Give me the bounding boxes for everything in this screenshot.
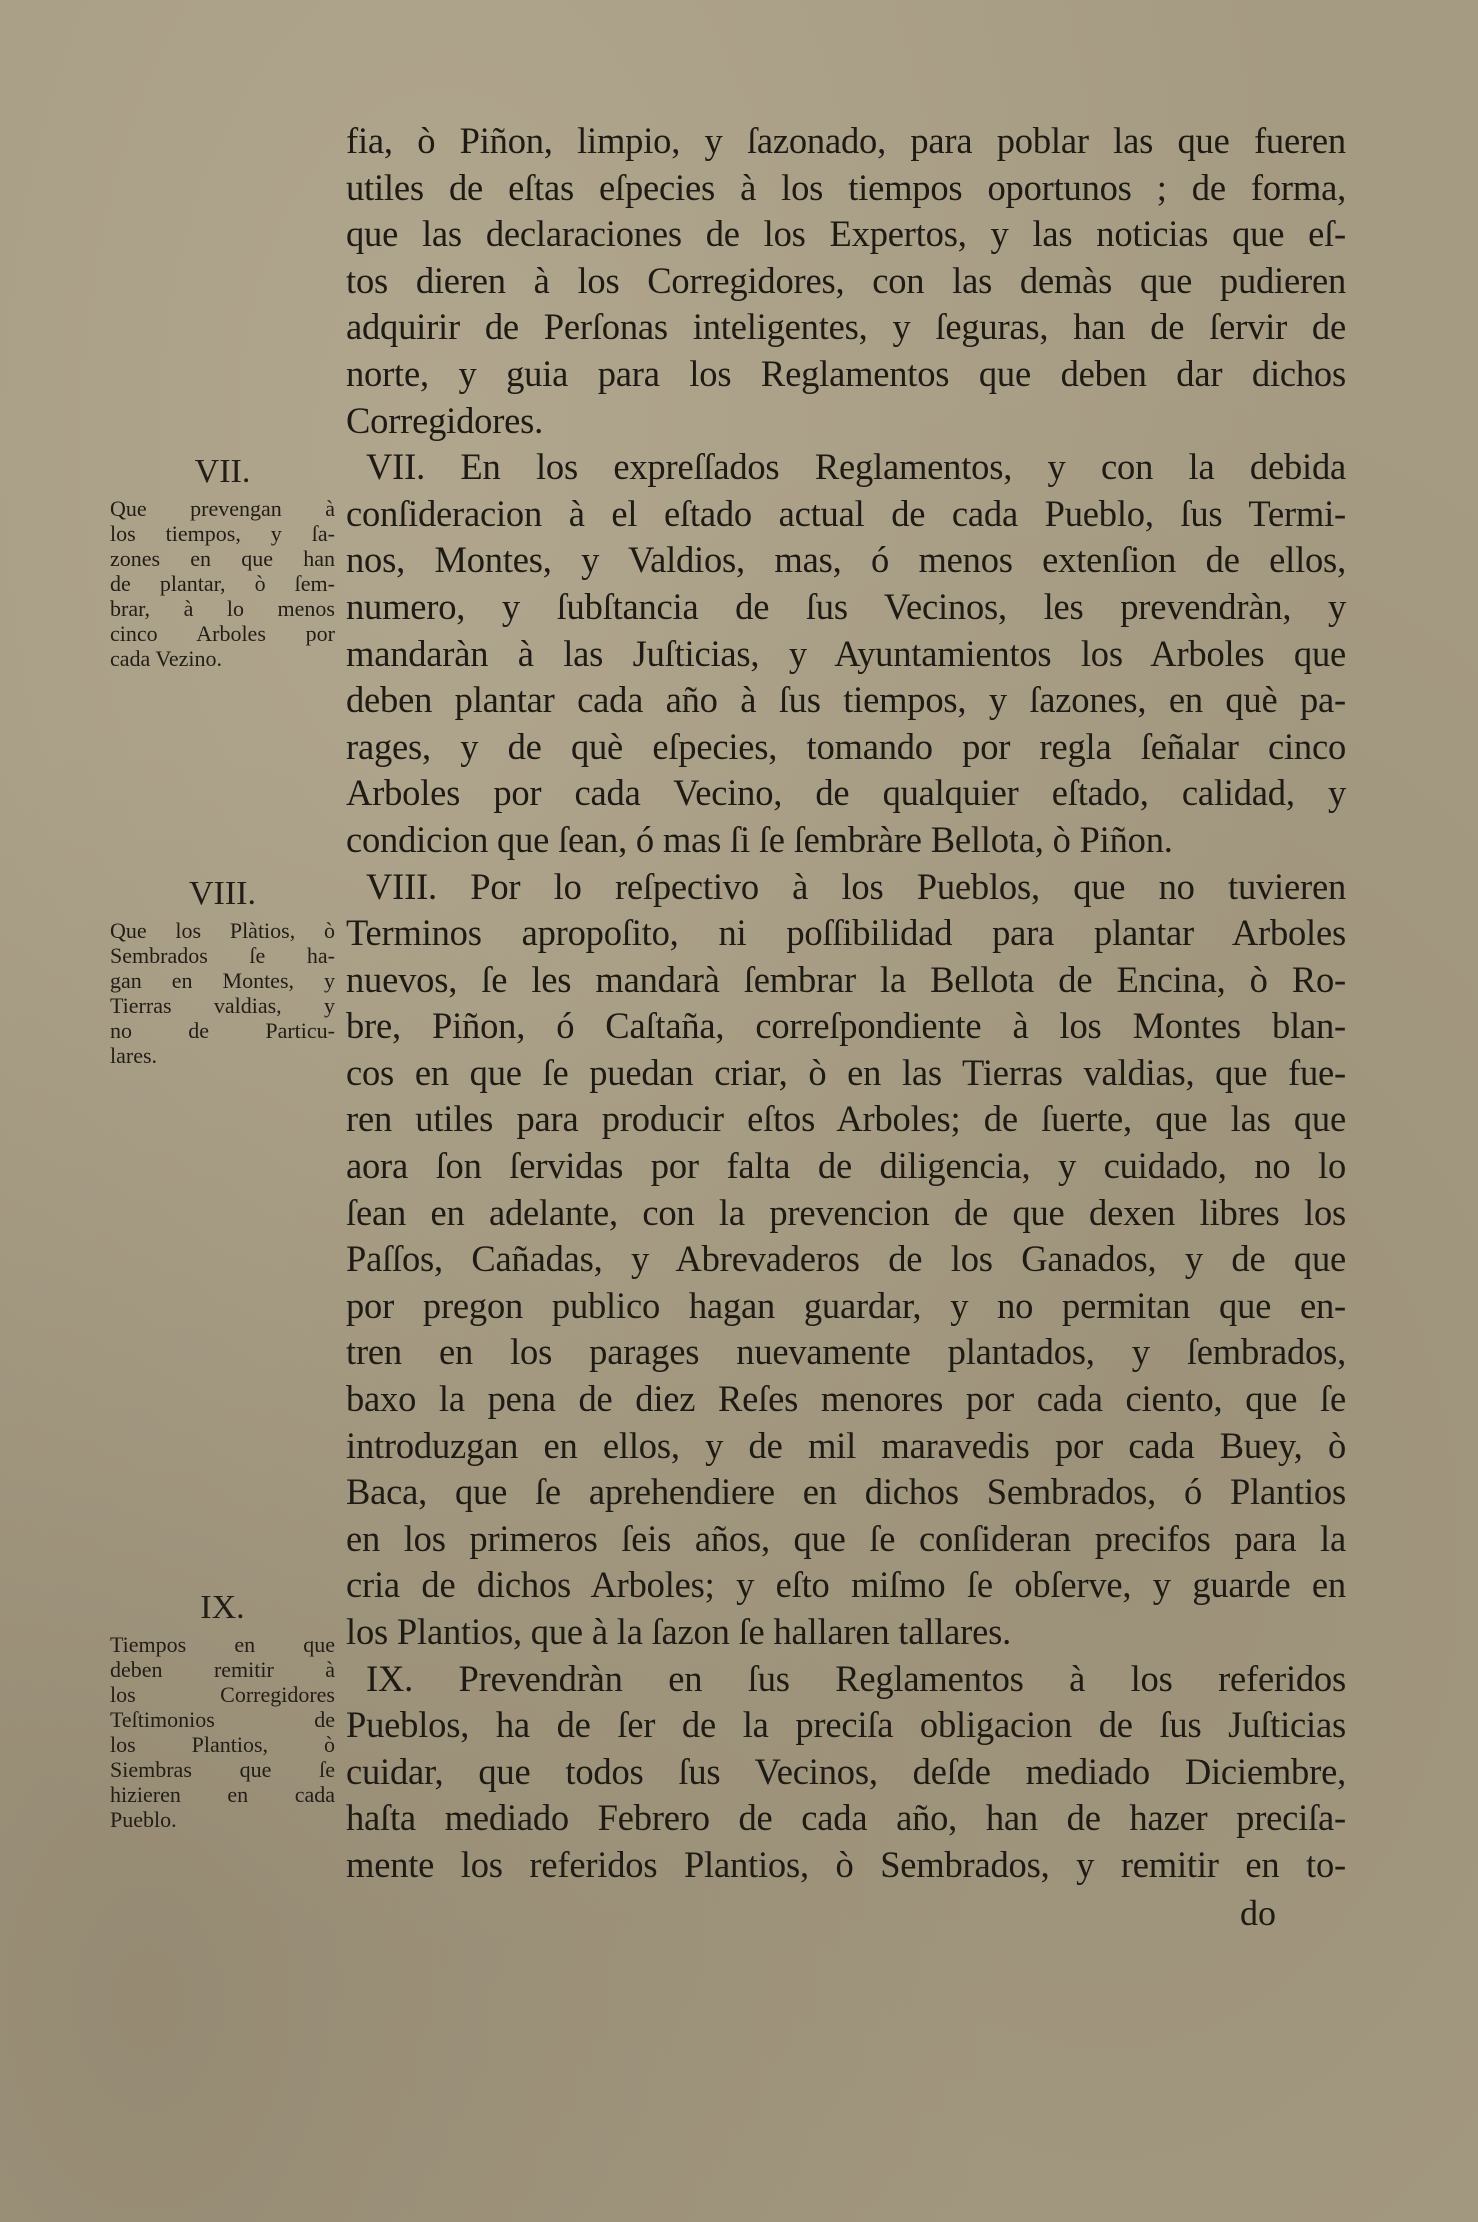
text-line: introduzgan en ellos, y de mil maravedis por cada Buey, ò <box>346 1424 1346 1466</box>
margin-note-line: Tiempos en que <box>110 1632 335 1657</box>
text-line: los Plantios, que à la ſazon ſe hallaren tallares. <box>346 1611 1012 1652</box>
catchword: do <box>1240 1893 1276 1933</box>
text-line: tren en los parages nuevamente plantados, y ſembrados, <box>346 1331 1346 1373</box>
text-line: deben plantar cada año à ſus tiempos, y ſazones, en què pa- <box>346 679 1346 721</box>
margin-note-line: cada Vezino. <box>110 646 222 671</box>
margin-note-line: de plantar, ò ſem- <box>110 571 335 596</box>
text-line: bre, Piñon, ó Caſtaña, correſpondiente à los Montes blan- <box>346 1005 1346 1047</box>
section-7-heading-line: VII. En los expreſſados Reglamentos, y con la debida <box>366 446 1346 488</box>
text-line: fia, ò Piñon, limpio, y ſazonado, para poblar las que fueren <box>346 120 1346 161</box>
text-line: norte, y guia para los Reglamentos que deben dar dichos <box>346 352 1346 394</box>
text-line: Terminos apropoſito, ni poſſibilidad para plantar Arboles <box>346 912 1346 954</box>
margin-note-line: cinco Arboles por <box>110 621 335 646</box>
text-line: Pueblos, ha de ſer de la preciſa obligacion de ſus Juſticias <box>346 1704 1346 1746</box>
text-line: utiles de eſtas eſpecies à los tiempos oportunos ; de forma, <box>346 166 1346 208</box>
margin-note-line: los tiempos, y ſa- <box>110 521 335 546</box>
section-8-heading-line: VIII. Por lo reſpectivo à los Pueblos, que no tuvieren <box>366 865 1346 907</box>
text-line: tos dieren à los Corregidores, con las demàs que pudieren <box>346 259 1346 301</box>
margin-note-line: brar, à lo menos <box>110 596 335 621</box>
margin-note-9 <box>110 1588 335 1832</box>
margin-note-line: Sembrados ſe ha- <box>110 943 335 968</box>
text-line: nuevos, ſe les mandarà ſembrar la Bellota de Encina, ò Ro- <box>346 958 1346 1000</box>
text-line: Arboles por cada Vecino, de qualquier eſtado, calidad, y <box>346 772 1346 814</box>
margin-note-line: los Plantios, ò <box>110 1732 335 1757</box>
text-line: baxo la pena de diez Reſes menores por cada ciento, que ſe <box>346 1378 1346 1420</box>
text-line: haſta mediado Febrero de cada año, han de hazer preciſa- <box>346 1797 1346 1839</box>
text-line: condicion que ſean, ó mas ſi ſe ſembràre Bellota, ò Piñon. <box>346 818 1173 860</box>
text-line: por pregon publico hagan guardar, y no permitan que en- <box>346 1284 1346 1326</box>
margin-note-line: gan en Montes, y <box>110 968 335 993</box>
margin-note-line: Que los Plàtios, ò <box>110 918 335 943</box>
margin-note-line: Tierras valdias, y <box>110 993 335 1018</box>
section-9-heading-line: IX. Prevendràn en ſus Reglamentos à los referidos <box>366 1657 1346 1699</box>
margin-note-number: VII. <box>194 453 251 490</box>
margin-note-line: deben remitir à <box>110 1657 335 1682</box>
text-line: numero, y ſubſtancia de ſus Vecinos, les prevendràn, y <box>346 585 1346 627</box>
text-line: cuidar, que todos ſus Vecinos, deſde mediado Diciembre, <box>346 1750 1346 1792</box>
margin-note-line: Teſtimonios de <box>110 1707 335 1732</box>
text-line: en los primeros ſeis años, que ſe conſideran precifos para la <box>346 1517 1346 1559</box>
main-text-block <box>346 118 1346 1889</box>
text-line: conſideracion à el eſtado actual de cada Pueblo, ſus Termi- <box>346 492 1346 534</box>
margin-note-line: los Corregidores <box>110 1682 335 1707</box>
margin-note-line: lares. <box>110 1043 158 1068</box>
margin-note-number: VIII. <box>188 875 257 912</box>
text-line: nos, Montes, y Valdios, mas, ó menos extenſion de ellos, <box>346 539 1346 581</box>
text-line: ren utiles para producir eſtos Arboles; de ſuerte, que las que <box>346 1098 1346 1140</box>
text-line: que las declaraciones de los Expertos, y las noticias que eſ- <box>346 213 1346 255</box>
text-line: aora ſon ſervidas por falta de diligencia, y cuidado, no lo <box>346 1145 1346 1187</box>
text-line: Paſſos, Cañadas, y Abrevaderos de los Ganados, y de que <box>346 1238 1346 1280</box>
margin-note-line: Siembras que ſe <box>110 1757 335 1782</box>
text-line: rages, y de què eſpecies, tomando por regla ſeñalar cinco <box>346 725 1346 767</box>
text-line: Baca, que ſe aprehendiere en dichos Sembrados, ó Plantios <box>346 1471 1346 1513</box>
text-line: mente los referidos Plantios, ò Sembrados, y remitir en to- <box>346 1843 1346 1885</box>
margin-note-line: Que prevengan à <box>110 496 335 521</box>
text-line: ſean en adelante, con la prevencion de que dexen libres los <box>346 1191 1346 1233</box>
margin-note-number: IX. <box>200 1589 245 1626</box>
margin-note-line: hizieren en cada <box>110 1782 335 1807</box>
margin-note-7 <box>110 452 335 671</box>
margin-note-8 <box>110 874 335 1068</box>
margin-note-line: zones en que han <box>110 546 335 571</box>
text-line: adquirir de Perſonas inteligentes, y ſeguras, han de ſervir de <box>346 306 1346 348</box>
text-line: Corregidores. <box>346 399 544 441</box>
margin-note-line: Pueblo. <box>110 1807 177 1832</box>
text-line: cria de dichos Arboles; y eſto miſmo ſe obſerve, y guarde en <box>346 1564 1346 1606</box>
margin-note-line: no de Particu- <box>110 1018 335 1043</box>
text-line: mandaràn à las Juſticias, y Ayuntamientos los Arboles que <box>346 632 1346 674</box>
text-line: cos en que ſe puedan criar, ò en las Tierras valdias, que fue- <box>346 1051 1346 1093</box>
